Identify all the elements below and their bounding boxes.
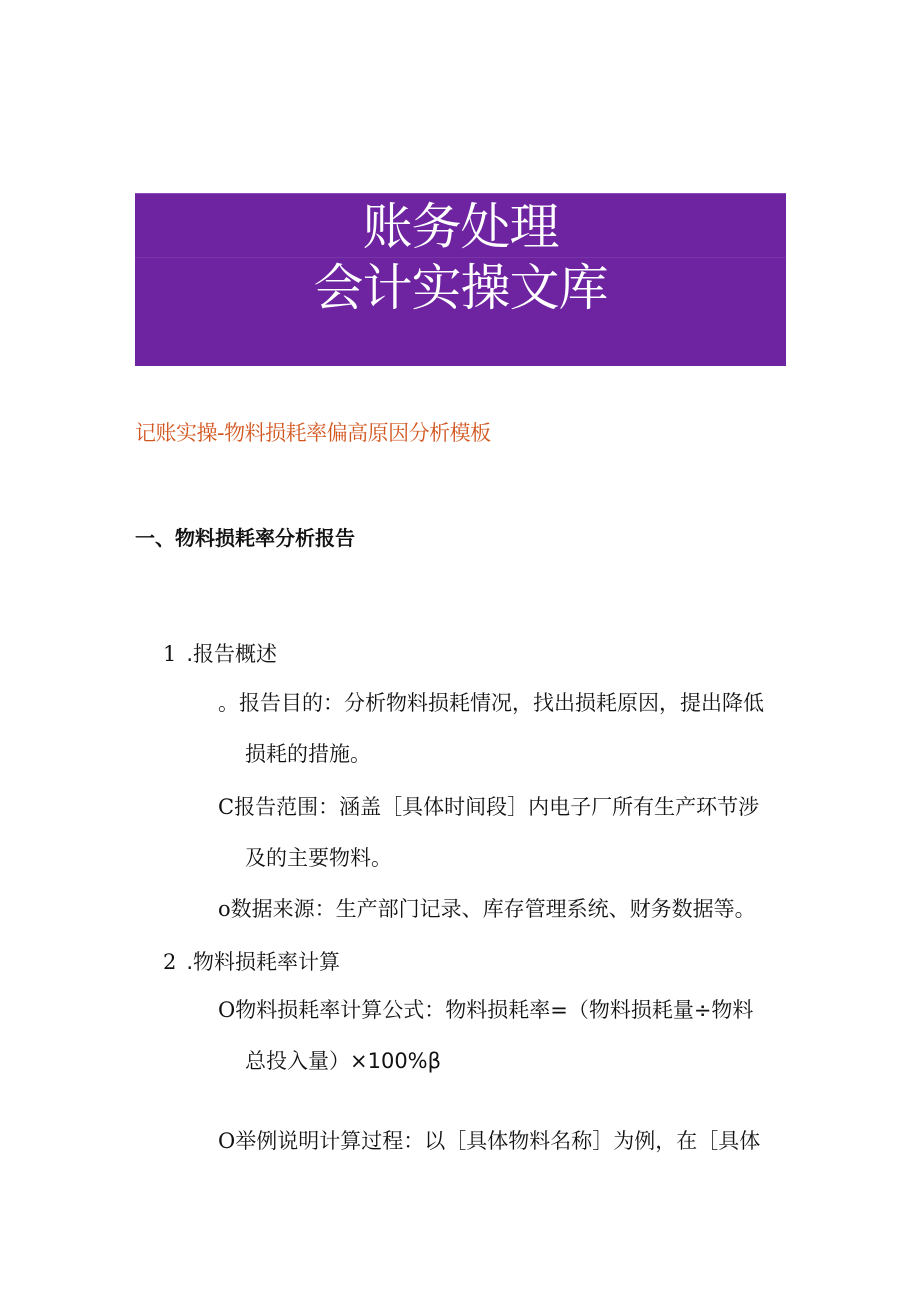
section-heading: 一、物料损耗率分析报告 xyxy=(135,526,355,550)
item-2-title: .物料损耗率计算 xyxy=(186,950,341,974)
source-bullet: o xyxy=(218,897,231,921)
source-line-1: 数据来源：生产部门记录、库存管理系统、财务数据等。 xyxy=(230,897,756,921)
formula-bullet: O xyxy=(218,998,236,1022)
document-subtitle: 记账实操-物料损耗率偏高原因分析模板 xyxy=(135,421,491,445)
source-paragraph xyxy=(218,895,788,923)
formula-line-2: 总投入量）×100%β xyxy=(245,1049,442,1073)
purpose-line-2: 损耗的措施。 xyxy=(245,742,371,766)
item-1-heading xyxy=(163,640,277,668)
item-2-number: 2 xyxy=(163,950,177,974)
banner-divider xyxy=(135,257,786,258)
purpose-line-1: 报告目的：分析物料损耗情况，找出损耗原因，提出降低 xyxy=(239,691,764,715)
scope-line-1: 报告范围：涵盖［具体时间段］内电子厂所有生产环节涉 xyxy=(234,795,760,819)
title-banner xyxy=(135,193,786,366)
banner-title-line-1: 账务处理 xyxy=(362,198,559,256)
example-bullet: O xyxy=(218,1129,236,1153)
item-2-heading xyxy=(163,948,340,976)
item-1-title: .报告概述 xyxy=(186,642,278,666)
scope-bullet: C xyxy=(218,795,235,819)
formula-line-1: 物料损耗率计算公式：物料损耗率=（物料损耗量÷物料 xyxy=(235,998,754,1022)
item-1-number: 1 xyxy=(163,642,177,666)
example-paragraph xyxy=(218,1127,788,1155)
example-line-1: 举例说明计算过程：以［具体物料名称］为例，在［具体 xyxy=(235,1129,761,1153)
scope-line-2: 及的主要物料。 xyxy=(245,846,392,870)
formula-paragraph xyxy=(218,996,788,1075)
purpose-bullet: 。 xyxy=(218,691,239,715)
purpose-paragraph xyxy=(218,689,788,768)
banner-title-line-2: 会计实操文库 xyxy=(313,259,608,317)
scope-paragraph xyxy=(218,793,788,872)
